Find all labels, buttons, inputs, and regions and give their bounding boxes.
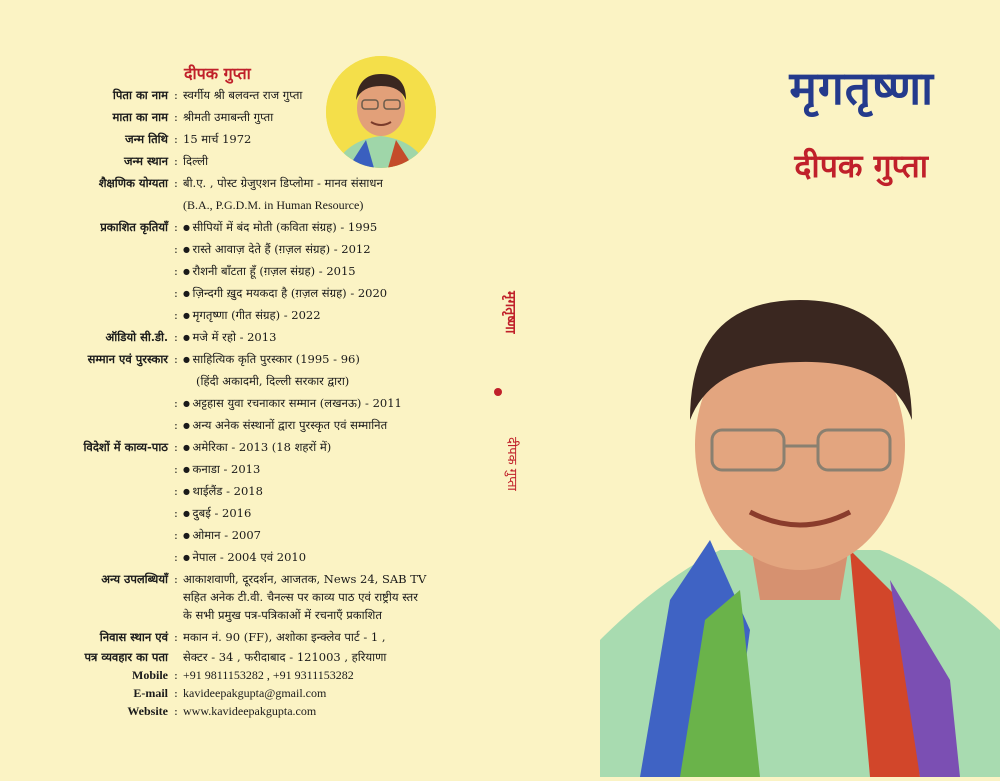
publication-item: ● मृगतृष्णा (गीत संग्रह) - 2022 [183, 306, 321, 325]
bio-row-education: शैक्षणिक योग्यता : बी.ए. , पोस्ट ग्रेजुएशन डिप्लोमा - मानव संसाधन [98, 176, 383, 190]
bio-label: अन्य उपलब्धियाँ [101, 572, 168, 586]
bio-value: 15 मार्च 1972 [183, 132, 252, 146]
bio-row-publication: : ● ज़िन्दगी ख़ुद मयकदा है (ग़ज़ल संग्रह) - 2020 [0, 284, 480, 302]
bio-label: E-mail [133, 686, 168, 700]
award-item: ● अन्य अनेक संस्थानों द्वारा पुरस्कृत एवं सम्मानित [183, 416, 387, 435]
bio-label: विदेशों में काव्य-पाठ [83, 440, 168, 454]
bio-label: ऑडियो सी.डी. [105, 330, 168, 344]
spine-author: दीपक गुप्ता [504, 437, 519, 491]
award-item: (हिंदी अकादमी, दिल्ली सरकार द्वारा) [196, 374, 350, 388]
publication-item: ● सीपियों में बंद मोती (कविता संग्रह) - 1995 [183, 218, 377, 237]
bio-row-birthdate: जन्म तिथि : 15 मार्च 1972 [125, 132, 252, 146]
front-author-name: दीपक गुप्ता [794, 147, 928, 185]
abroad-item: ● ओमान - 2007 [183, 526, 261, 545]
bio-row-publication: : ● मृगतृष्णा (गीत संग्रह) - 2022 [0, 306, 480, 324]
bio-row-abroad: विदेशों में काव्य-पाठ : ● अमेरिका - 2013 (18 शहरों में) [0, 438, 480, 456]
bio-row-publication: : ● रौशनी बाँटता हूँ (ग़ज़ल संग्रह) - 2015 [0, 262, 480, 280]
bio-label: सम्मान एवं पुरस्कार [87, 352, 168, 366]
spine-title: मृगतृष्णा [502, 290, 518, 334]
bio-row-address: निवास स्थान एवं : मकान नं. 90 (FF), अशोका इन्क्लेव पार्ट - 1 , [99, 630, 386, 644]
bio-row-publication: : ● रास्ते आवाज़ देते हैं (ग़ज़ल संग्रह) - 2012 [0, 240, 480, 258]
bio-row-abroad: : ● ओमान - 2007 [0, 526, 480, 544]
bio-label: पत्र व्यवहार का पता [84, 650, 168, 664]
abroad-item: ● नेपाल - 2004 एवं 2010 [183, 548, 306, 567]
bio-value: श्रीमती उमाबन्ती गुप्ता [183, 110, 274, 124]
mobile-number: +91 9811153282 , +91 9311153282 [183, 668, 354, 682]
bio-row-website: Website : www.kavideepakgupta.com [127, 704, 317, 718]
bio-row-address [0, 648, 480, 666]
bio-label: निवास स्थान एवं [99, 630, 168, 644]
other-line: आकाशवाणी, दूरदर्शन, आजतक, News 24, SAB TV [183, 572, 427, 586]
bio-row-abroad: : ● नेपाल - 2004 एवं 2010 [0, 548, 480, 566]
bio-label: शैक्षणिक योग्यता [98, 176, 168, 190]
bio-label: जन्म तिथि [125, 132, 168, 146]
publication-item: ● रौशनी बाँटता हूँ (ग़ज़ल संग्रह) - 2015 [183, 262, 356, 281]
bio-value: (B.A., P.G.D.M. in Human Resource) [183, 198, 364, 212]
spine-dot-icon [494, 388, 502, 396]
author-photo-large [600, 300, 1000, 777]
bio-row-education-en [0, 196, 480, 214]
bio-row-mother: माता का नाम : श्रीमती उमाबन्ती गुप्ता [112, 110, 274, 124]
bio-row-birthplace: जन्म स्थान : दिल्ली [123, 154, 209, 168]
bio-row-award [0, 372, 480, 390]
award-item: ● साहित्यिक कृति पुरस्कार (1995 - 96) [183, 350, 360, 369]
bio-label: पिता का नाम [112, 88, 168, 102]
bio-value: स्वर्गीय श्री बलवन्त राज गुप्ता [183, 88, 303, 102]
bio-label: प्रकाशित कृतियाँ [100, 220, 168, 234]
bio-label: जन्म स्थान [123, 154, 168, 168]
abroad-item: ● दुबई - 2016 [183, 504, 251, 523]
abroad-item: ● थाईलैंड - 2018 [183, 482, 263, 501]
bio-row-award: : ● अट्टहास युवा रचनाकार सम्मान (लखनऊ) - 2011 [0, 394, 480, 412]
address-line: सेक्टर - 34 , फरीदाबाद - 121003 , हरियाणा [183, 650, 387, 664]
bio-row-award: सम्मान एवं पुरस्कार : ● साहित्यिक कृति पुरस्कार (1995 - 96) [0, 350, 480, 368]
publication-item: ● ज़िन्दगी ख़ुद मयकदा है (ग़ज़ल संग्रह) - 2020 [183, 284, 387, 303]
bio-row-other [0, 606, 480, 624]
abroad-item: ● अमेरिका - 2013 (18 शहरों में) [183, 438, 331, 457]
bio-row-other [0, 588, 480, 606]
book-title: मृगतृष्णा [789, 61, 934, 115]
bio-row-audio: ऑडियो सी.डी. : ● मजे में रहो - 2013 [0, 328, 480, 346]
bio-label: Mobile [132, 668, 168, 682]
award-item: ● अट्टहास युवा रचनाकार सम्मान (लखनऊ) - 2011 [183, 394, 402, 413]
address-line: मकान नं. 90 (FF), अशोका इन्क्लेव पार्ट - 1 , [183, 630, 386, 644]
publication-item: ● रास्ते आवाज़ देते हैं (ग़ज़ल संग्रह) - 2012 [183, 240, 371, 259]
other-line: के सभी प्रमुख पत्र-पत्रिकाओं में रचनाएँ प्रकाशित [183, 608, 382, 622]
bio-row-abroad: : ● थाईलैंड - 2018 [0, 482, 480, 500]
bio-row-email: E-mail : kavideepakgupta@gmail.com [133, 686, 327, 700]
audio-item: ● मजे में रहो - 2013 [183, 328, 276, 347]
bio-label: माता का नाम [112, 110, 168, 124]
other-line: सहित अनेक टी.वी. चैनल्स पर काव्य पाठ एवं राष्ट्रीय स्तर [183, 590, 418, 604]
back-cover [0, 0, 480, 777]
back-author-name: दीपक गुप्ता [184, 64, 251, 83]
bio-row-other: अन्य उपलब्धियाँ : आकाशवाणी, दूरदर्शन, आजतक, News 24, SAB TV [101, 572, 427, 586]
bio-row-award: : ● अन्य अनेक संस्थानों द्वारा पुरस्कृत एवं सम्मानित [0, 416, 480, 434]
website-url: www.kavideepakgupta.com [183, 704, 317, 718]
bio-label: Website [127, 704, 168, 718]
email-address: kavideepakgupta@gmail.com [183, 686, 327, 700]
bio-row-publication: प्रकाशित कृतियाँ : ● सीपियों में बंद मोती (कविता संग्रह) - 1995 [0, 218, 480, 236]
bio-row-mobile: Mobile : +91 9811153282 , +91 9311153282 [132, 668, 354, 682]
bio-value: बी.ए. , पोस्ट ग्रेजुएशन डिप्लोमा - मानव संसाधन [183, 176, 383, 190]
bio-row-father: पिता का नाम : स्वर्गीय श्री बलवन्त राज गुप्ता [112, 88, 303, 102]
bio-value: दिल्ली [183, 154, 209, 168]
bio-row-abroad: : ● कनाडा - 2013 [0, 460, 480, 478]
bio-row-abroad: : ● दुबई - 2016 [0, 504, 480, 522]
abroad-item: ● कनाडा - 2013 [183, 460, 260, 479]
